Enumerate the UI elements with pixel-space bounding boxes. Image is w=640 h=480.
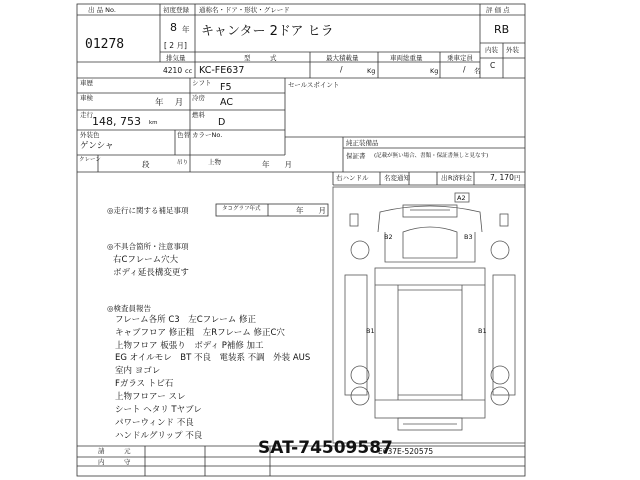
diagram-mark-b3: B3 [464,233,473,241]
warranty-label: 保証書 [346,152,366,160]
model-value: KC-FE637 [199,65,245,76]
shift-label: シフト [192,79,212,87]
fuel-label: 燃料 [192,111,205,119]
mileage-note-label: ◎走行に関する補足事項 [107,206,189,215]
weight-unit: Kg [430,67,439,75]
color-change-label: 色替 [177,131,190,139]
watermark-id: SAT-74509587 [258,438,393,458]
ac-value: AC [220,97,233,108]
reg-year-unit: 年 [182,25,190,34]
first-reg-label: 初度登録 [163,6,189,14]
defect-line: 右Cフレーム穴大 [113,255,179,265]
steering-side: 右ハンドル [336,174,369,182]
diagram-mark-b1-left: B1 [366,327,375,335]
car-name-label: 通称名・ドア・形状・グレード [199,6,290,14]
out-label: 出 [441,174,448,182]
mileage-label: 走行 [80,111,93,119]
inspector-line: キャブフロア 修正粗 左Rフレーム 修正C穴 [115,328,285,338]
lift-label: 上物 [208,158,221,166]
max-load-unit: Kg [367,67,376,75]
ext-color-value: ゲンシャ [80,141,114,151]
genuine-equipment-label: 純正装備品 [346,139,379,147]
inspector-line: EG オイルモレ BT 不良 電装系 不調 外装 AUS [115,353,311,363]
diagram-mark-a2: A2 [457,194,466,202]
mileage-unit: km [149,120,158,126]
displacement-unit: cc [185,67,193,75]
lift-date: 年 月 [262,160,292,169]
eval-score: RB [494,23,510,36]
history-label: 車歴 [80,79,93,87]
inspector-line: パワーウィンド 不良 [115,418,194,428]
inspector-line: Fガラス トビ石 [115,379,174,389]
sales-point-label: セールスポイント [288,81,340,89]
transfer-label: 内 守 [98,458,131,466]
car-name: キャンター 2ドア ヒラ [201,24,334,39]
lot-label: 出 品 No. [88,6,116,14]
tacho-date: 年 月 [296,206,326,215]
warranty-note: (記載が無い場合、書類・保証書無しと見なす) [374,153,489,159]
recycle-label: R済料金 [448,174,473,182]
diagram-mark-b2: B2 [384,233,393,241]
inspector-line: 上物フロアー スレ [115,392,186,402]
crane-stage: 段 [142,160,150,169]
model-label: 型 式 [244,54,277,62]
inspector-line: ハンドルグリップ 不良 [115,431,203,441]
inspection-value: 年 月 [155,98,184,108]
inspector-line: 上物フロア 板張り ボディ P補修 加工 [115,341,264,351]
repair-label: 請 元 [98,447,131,455]
inspection-label: 車検 [80,94,93,102]
crane-lift: 吊り [177,160,189,166]
shift-value: F5 [220,82,232,93]
fuel-value: D [218,117,226,128]
interior-grade: C [490,61,496,70]
mileage-value: 148, 753 [92,115,141,128]
exterior-label: 外装 [506,46,519,54]
ac-label: 冷房 [192,94,205,102]
weight-label: 車両総重量 [390,54,423,62]
chassis-number: E637E-520575 [378,447,434,456]
name-change-label: 名変通知 [384,174,410,182]
ext-color-label: 外装色 [80,131,100,139]
max-load-label: 最大積載量 [326,54,359,62]
eval-label: 評 価 点 [486,6,510,14]
recycle-amount: 7, 170 [490,173,514,182]
recycle-unit: 円 [514,174,521,182]
interior-label: 内装 [485,46,498,54]
color-no-label: カラーNo. [192,131,223,139]
max-load-slash: / [340,65,343,74]
tacho-label: タコグラフ年式 [222,206,261,212]
displacement-value: 4210 [163,66,183,75]
capacity-slash: / [463,65,466,74]
reg-month: [ 2 月] [164,41,187,50]
vehicle-diagram [333,187,525,443]
capacity-label: 乗車定員 [447,54,473,62]
crane-label: クレーン [79,157,101,163]
inspector-line: シート ヘタリ Tヤブレ [115,405,202,415]
lot-number: 01278 [85,37,125,52]
inspector-label: ◎検査員報告 [107,304,152,313]
capacity-unit: 名 [474,67,481,75]
displacement-label: 排気量 [166,54,186,62]
defect-line: ボディ延長構変更す [113,268,189,278]
diagram-mark-b1-right: B1 [478,327,487,335]
inspector-line: フレーム各所 C3 左Cフレーム 修正 [115,315,257,325]
defects-label: ◎不具合箇所・注意事項 [107,242,189,251]
reg-year: 8 [170,21,177,34]
inspector-line: 室内 ヨゴレ [115,366,161,376]
